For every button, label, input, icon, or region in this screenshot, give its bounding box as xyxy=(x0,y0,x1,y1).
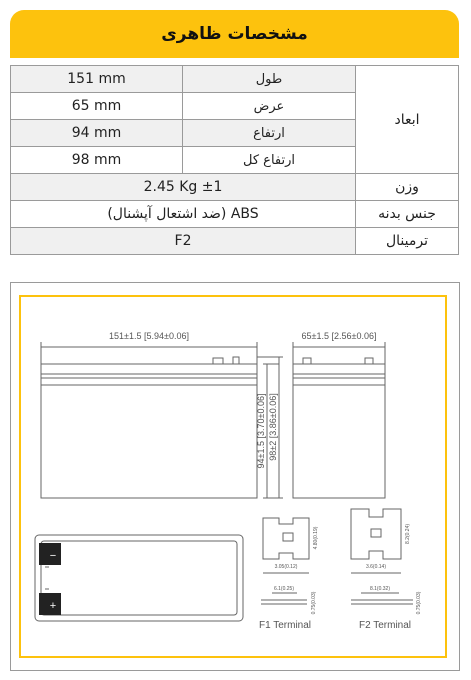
width-value: 65 mm xyxy=(11,93,183,120)
table-row xyxy=(11,228,459,255)
weight-label: وزن xyxy=(356,174,459,201)
length-value: 151 mm xyxy=(11,66,183,93)
material-value: ABS (ضد اشتعال آپشنال) xyxy=(11,201,356,228)
table-row xyxy=(11,174,459,201)
f2-thickness-dimension: 0.75(0.03) xyxy=(416,591,422,615)
length-dimension: 151±1.5 [5.94±0.06] xyxy=(109,331,189,341)
terminal-label: ترمینال xyxy=(356,228,459,255)
technical-drawing-frame xyxy=(10,282,460,671)
terminal-value: F2 xyxy=(11,228,356,255)
height-label: ارتفاع xyxy=(183,120,356,147)
spec-table xyxy=(10,65,459,255)
height-value: 94 mm xyxy=(11,120,183,147)
technical-drawing xyxy=(21,297,445,656)
terminal-tab-icon xyxy=(213,357,239,364)
f2-terminal-caption: F2 Terminal xyxy=(358,620,412,631)
material-label: جنس بدنه xyxy=(356,201,459,228)
plus-sign: + xyxy=(49,600,57,612)
length-label: طول xyxy=(183,66,356,93)
section-title: مشخصات ظاهری xyxy=(10,10,459,58)
total-height-label: ارتفاع کل xyxy=(183,147,356,174)
table-row xyxy=(11,201,459,228)
width-label: عرض xyxy=(183,93,356,120)
f2-height-dimension: 8.2(0.24) xyxy=(405,523,411,545)
weight-value: 2.45 Kg ±1 xyxy=(11,174,356,201)
table-row xyxy=(11,66,459,93)
front-view-body xyxy=(41,364,257,498)
f1-terminal-drawing xyxy=(263,518,309,559)
dimensions-label: ابعاد xyxy=(356,66,459,174)
f1-terminal-caption: F1 Terminal xyxy=(258,620,312,631)
f2-width-dimension: 3.6(0.14) xyxy=(365,564,387,570)
f1-width-dimension: 3.05(0.12) xyxy=(274,564,298,570)
height-dimension: 94±1.5 [3.70±0.06] xyxy=(256,393,266,469)
total-height-dimension: 98±2 [3.86±0.06] xyxy=(268,393,278,461)
width-dimension: 65±1.5 [2.56±0.06] xyxy=(301,331,377,341)
technical-drawing-border xyxy=(19,295,447,658)
top-view-body xyxy=(35,535,243,621)
total-height-value: 98 mm xyxy=(11,147,183,174)
minus-sign: − xyxy=(49,550,57,562)
f1-tab-width-dimension: 6.1(0.25) xyxy=(273,586,295,592)
side-view-body xyxy=(293,364,385,498)
f2-tab-width-dimension: 8.1(0.32) xyxy=(369,586,391,592)
f1-height-dimension: 4.80(0.19) xyxy=(313,526,319,550)
f1-thickness-dimension: 0.75(0.03) xyxy=(311,591,317,615)
f2-terminal-drawing xyxy=(351,509,401,559)
